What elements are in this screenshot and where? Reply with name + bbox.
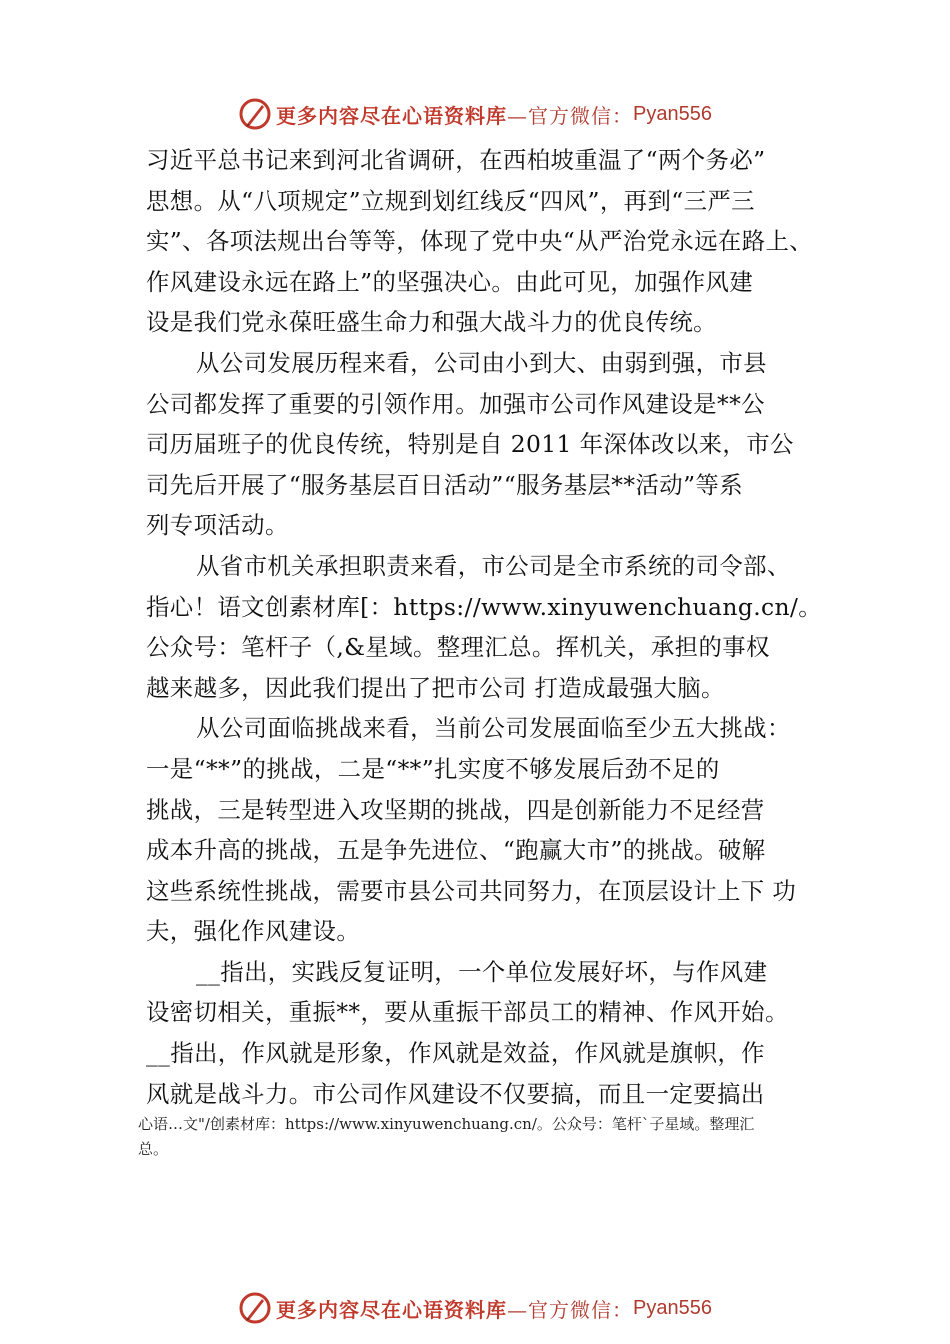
footer-banner xyxy=(0,1288,950,1328)
body-line: 司历届班子的优良传统，特别是自 2011 年深体改以来，市公 xyxy=(146,430,794,459)
banner-wechat-id: Pyan556 xyxy=(633,102,712,125)
header-banner xyxy=(0,94,950,134)
body-line: __指出，实践反复证明，一个单位发展好坏，与作风建 xyxy=(196,957,768,986)
quill-logo-icon xyxy=(238,97,272,131)
body-line: 夫，强化作风建设。 xyxy=(146,917,361,946)
body-line: 设密切相关，重振**，要从重振干部员工的精神、作风开始。 xyxy=(146,998,789,1027)
body-line: 这些系统性挑战，需要市县公司共同努力，在顶层设计上下 功 xyxy=(146,876,797,905)
body-line: __指出，作风就是形象，作风就是效益，作风就是旗帜，作 xyxy=(146,1039,765,1068)
banner-title: 更多内容尽在心语资料库 xyxy=(276,103,508,128)
banner-wechat-label: —官方微信： xyxy=(507,103,634,128)
body-line: 公司都发挥了重要的引领作用。加强市公司作风建设是**公 xyxy=(146,389,765,418)
body-line: 从省市机关承担职责来看，市公司是全市系统的司令部、 xyxy=(196,551,791,580)
body-line: 设是我们党永葆旺盛生命力和强大战斗力的优良传统。 xyxy=(146,308,717,337)
body-line: 司先后开展了“服务基层百日活动”“服务基层**活动”等系 xyxy=(146,470,744,499)
body-line: 挑战，三是转型进入攻坚期的挑战，四是创新能力不足经营 xyxy=(146,795,765,824)
body-line: 一是“**”的挑战，二是“**”扎实度不够发展后劲不足的 xyxy=(146,754,720,783)
body-line: 实”、各项法规出台等等，体现了党中央“从严治党永远在路上、 xyxy=(146,227,814,256)
body-line: 列专项活动。 xyxy=(146,511,289,540)
document-body xyxy=(146,140,836,1114)
body-line: 成本升高的挑战，五是争先进位、“跑赢大市”的挑战。破解 xyxy=(146,836,766,865)
footnote xyxy=(138,1112,838,1162)
body-line: 指心！语文创素材库[：https://www.xinyuwenchuang.cn/。 xyxy=(146,592,823,621)
body-line: 习近平总书记来到河北省调研，在西柏坡重温了“两个务必” xyxy=(146,146,766,174)
banner-wechat-label: —官方微信： xyxy=(507,1297,634,1322)
body-line: 风就是战斗力。市公司作风建设不仅要搞，而且一定要搞出 xyxy=(146,1079,765,1108)
quill-logo-icon xyxy=(238,1291,272,1325)
body-line: 公众号：笔杆子（,&星域。整理汇总。挥机关，承担的事权 xyxy=(146,633,770,662)
body-line: 从公司发展历程来看，公司由小到大、由弱到强，市县 xyxy=(196,348,767,377)
footnote-line: 心语…文"/创素材库：https://www.xinyuwenchuang.cn/。公众号：笔杆`子星域。整理汇 xyxy=(138,1115,755,1133)
footnote-line: 总。 xyxy=(138,1140,169,1158)
body-line: 从公司面临挑战来看，当前公司发展面临至少五大挑战： xyxy=(196,714,791,743)
banner-title: 更多内容尽在心语资料库 xyxy=(276,1297,508,1322)
body-line: 思想。从“八项规定”立规到划红线反“四风”，再到“三严三 xyxy=(146,186,755,215)
banner-wechat-id: Pyan556 xyxy=(633,1296,712,1319)
body-line: 越来越多，因此我们提出了把市公司 打造成最强大脑。 xyxy=(146,673,725,702)
body-line: 作风建设永远在路上”的坚强决心。由此可见，加强作风建 xyxy=(146,267,754,296)
